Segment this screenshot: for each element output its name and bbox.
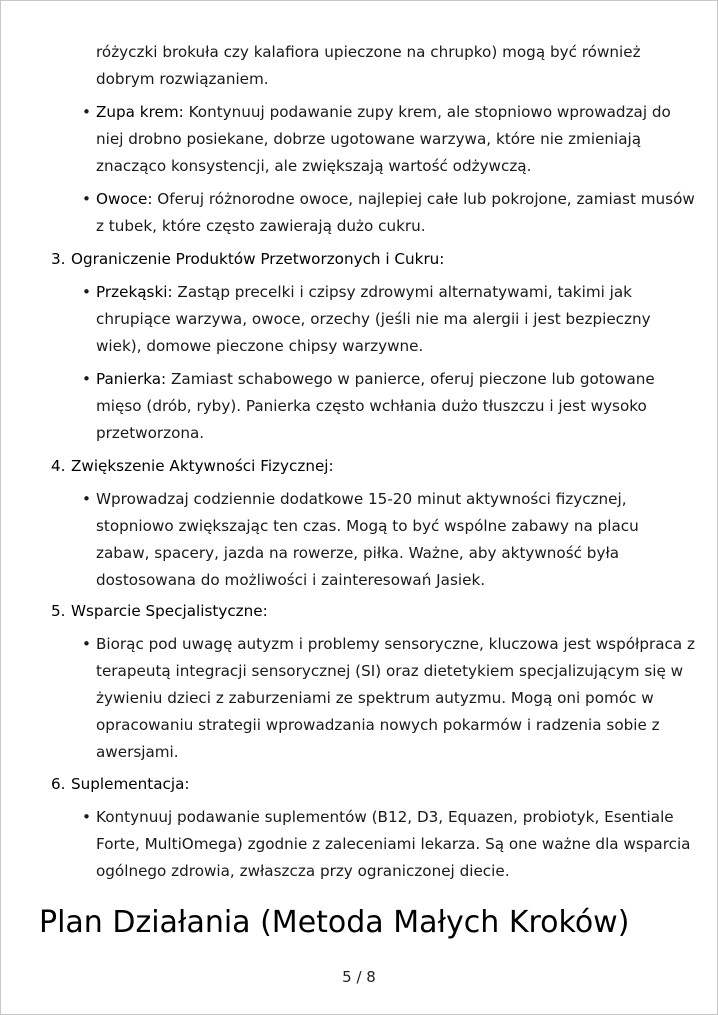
list-item-wsparcie [96, 631, 696, 766]
list-item-term: Panierka: [96, 370, 167, 388]
section-number: 4. [51, 457, 66, 475]
plan-heading: Plan Działania (Metoda Małych Kroków) [39, 905, 630, 940]
list-item-text: Biorąc pod uwagę autyzm i problemy sensoryczne, kluczowa jest współpraca z terapeutą integracji sensorycznej (SI) oraz dietetykiem specjalizującym się w żywieniu dzieci z zaburzeniami ze spektrum autyzmu. Mogą oni pomóc w opracowaniu strategii wprowadzania nowych pokarmów i radzenia sobie z awersjami. [96, 635, 695, 761]
section-number: 5. [51, 602, 66, 620]
list-item-aktywnosc [96, 486, 696, 594]
list-item-zupa [96, 99, 696, 180]
section-4-heading [51, 453, 671, 480]
list-item-suplementacja [96, 804, 696, 885]
section-title: Ograniczenie Produktów Przetworzonych i Cukru: [71, 250, 445, 268]
list-item-term: Przekąski: [96, 283, 173, 301]
list-item-panierka [96, 366, 696, 447]
section-title: Wsparcie Specjalistyczne: [71, 602, 268, 620]
list-item-text: Zamiast schabowego w panierce, oferuj pieczone lub gotowane mięso (drób, ryby). Panierka często wchłania dużo tłuszczu i jest wysoko przetworzona. [96, 370, 655, 442]
list-item-text: Oferuj różnorodne owoce, najlepiej całe lub pokrojone, zamiast musów z tubek, które często zawierają dużo cukru. [96, 190, 695, 235]
list-item-term: Owoce: [96, 190, 153, 208]
list-item-text: Kontynuuj podawanie zupy krem, ale stopniowo wprowadzaj do niej drobno posiekane, dobrze ugotowane warzywa, które nie zmieniają znacząco konsystencji, ale zwiększają wartość odżywczą. [96, 103, 671, 175]
list-item-owoce [96, 186, 696, 240]
section-3-heading [51, 246, 671, 273]
section-5-heading [51, 598, 671, 625]
section-6-heading [51, 771, 671, 798]
list-item-przekaski [96, 279, 696, 360]
section-number: 6. [51, 775, 66, 793]
list-item-term: Zupa krem: [96, 103, 184, 121]
section-title: Suplementacja: [71, 775, 190, 793]
section-title: Zwiększenie Aktywności Fizycznej: [71, 457, 334, 475]
intro-continuation: różyczki brokuła czy kalafiora upieczone na chrupko) mogą być również dobrym rozwiązaniem. [96, 43, 641, 88]
section-number: 3. [51, 250, 66, 268]
list-item-text: Wprowadzaj codziennie dodatkowe 15-20 minut aktywności fizycznej, stopniowo zwiększając ten czas. Mogą to być wspólne zabawy na placu zabaw, spacery, jazda na rowerze, piłka. Ważne, aby aktywność była dostosowana do możliwości i zainteresowań Jasiek. [96, 490, 639, 589]
page-number: 5 / 8 [342, 968, 376, 986]
list-item-text: Kontynuuj podawanie suplementów (B12, D3, Equazen, probiotyk, Esentiale Forte, MultiOmega) zgodnie z zaleceniami lekarza. Są one ważne dla wsparcia ogólnego zdrowia, zwłaszcza przy ograniczonej diecie. [96, 808, 691, 880]
list-item-text: Zastąp precelki i czipsy zdrowymi alternatywami, takimi jak chrupiące warzywa, owoce, orzechy (jeśli nie ma alergii i jest bezpieczny wiek), domowe pieczone chipsy warzywne. [96, 283, 651, 355]
